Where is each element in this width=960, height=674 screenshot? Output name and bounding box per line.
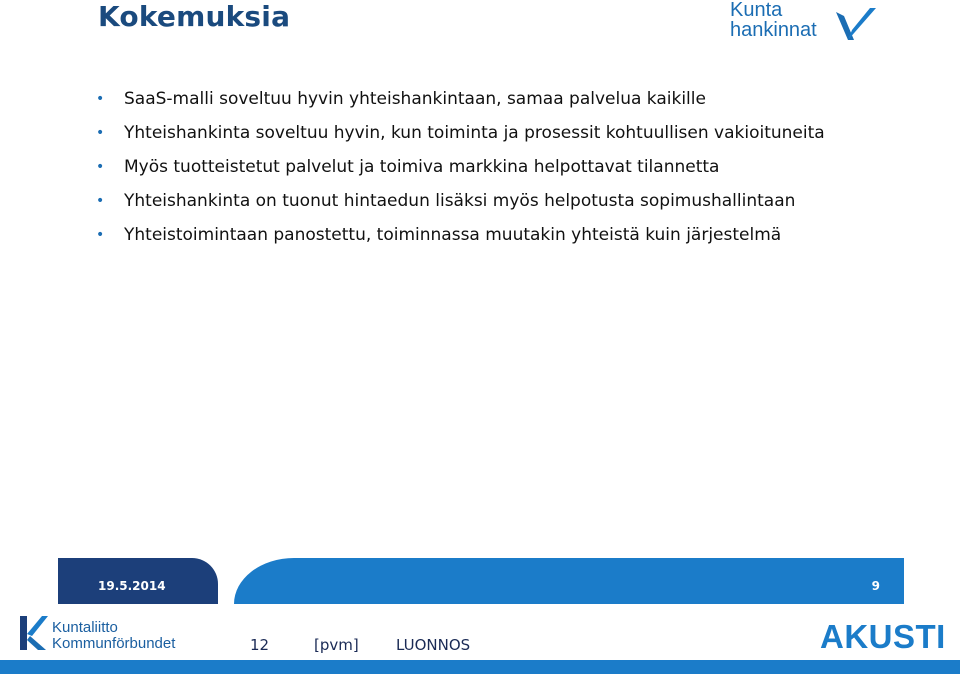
bullet-item [96, 222, 896, 248]
bullet-dot: • [96, 227, 105, 243]
kuntahankinnat-line2: hankinnat [730, 19, 817, 41]
kuntaliitto-logo [18, 614, 188, 654]
bullet-text: Yhteishankinta soveltuu hyvin, kun toiminta ja prosessit kohtuullisen vakioituneita [124, 123, 825, 143]
footer-status: LUONNOS [396, 636, 471, 654]
bullet-dot: • [96, 159, 105, 175]
bird-icon [834, 4, 880, 44]
bullet-list [96, 86, 896, 256]
footer-page-number: 12 [250, 636, 270, 654]
bullet-item [96, 188, 896, 214]
bullet-text: Yhteishankinta on tuonut hintaedun lisäksi myös helpotusta sopimushallintaan [124, 191, 796, 211]
k-mark-icon [18, 614, 48, 652]
bullet-dot: • [96, 91, 105, 107]
kuntahankinnat-logo [730, 2, 880, 46]
slide-footer-band [58, 558, 904, 604]
kuntahankinnat-line1: Kunta [730, 0, 783, 21]
bullet-item [96, 120, 896, 146]
kuntaliitto-line2: Kommunförbundet [52, 635, 176, 652]
date-block [58, 558, 218, 604]
bottom-strip [0, 660, 960, 674]
slide-date: 19.5.2014 [98, 579, 166, 593]
bullet-text: Myös tuotteistetut palvelut ja toimiva markkina helpottavat tilannetta [124, 157, 720, 177]
akusti-logo: AKUSTI [820, 618, 946, 655]
kuntaliitto-line1: Kuntaliitto [52, 619, 118, 636]
bullet-item [96, 154, 896, 180]
page-block [234, 558, 904, 604]
footer-date-placeholder: [pvm] [314, 636, 359, 654]
slide-page-number: 9 [871, 579, 880, 593]
bullet-text: Yhteistoimintaan panostettu, toiminnassa muutakin yhteistä kuin järjestelmä [124, 225, 782, 245]
bullet-item [96, 86, 896, 112]
bullet-dot: • [96, 125, 105, 141]
slide-title: Kokemuksia [98, 0, 291, 33]
bullet-dot: • [96, 193, 105, 209]
kuntahankinnat-wordmark [730, 0, 817, 40]
bullet-text: SaaS-malli soveltuu hyvin yhteishankintaan, samaa palvelua kaikille [124, 89, 706, 109]
